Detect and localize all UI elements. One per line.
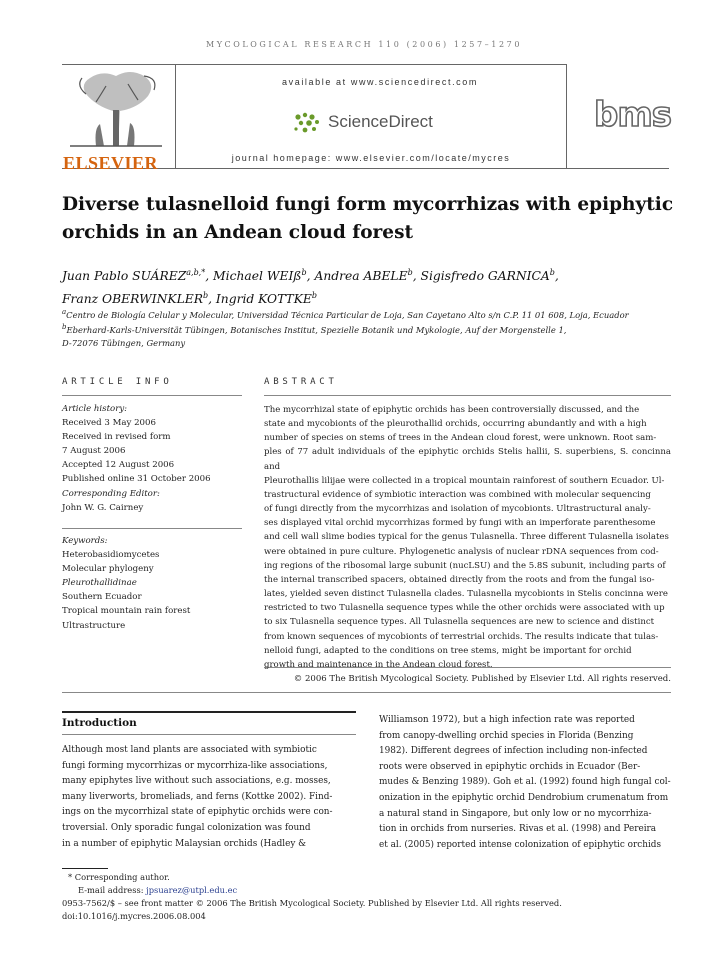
footnote-corresponding: * Corresponding author. [68, 872, 170, 882]
intro-right-column [379, 713, 671, 853]
affiliation-a [62, 308, 682, 320]
abstract-line: state and mycobionts of the pleurothallid orchids, occurring abundantly and with a high [264, 419, 647, 430]
elsevier-tree-logo [66, 66, 166, 150]
author-affiliation-mark: b [202, 291, 209, 301]
body-line: a natural stand in Singapore, but only low or no mycorrhiza- [379, 808, 652, 819]
sciencedirect-dots-icon [292, 111, 324, 135]
abstract-line: nelloid fungi, adapted to the conditions on tree stems, might be important for orchid [264, 645, 632, 656]
history-item: Received in revised form [62, 432, 171, 443]
abstract-rule [264, 395, 671, 396]
body-line: in a number of epiphytic Malaysian orchids (Hadley & [62, 838, 307, 849]
author-affiliation-mark: a,b,* [186, 268, 206, 277]
abstract-line: restricted to two Tulasnella sequence types while the other orchids were associated with up [264, 603, 665, 614]
history-item: Accepted 12 August 2006 [62, 460, 175, 471]
article-info-heading: ARTICLE INFO [62, 377, 173, 387]
sciencedirect-logo [292, 109, 472, 139]
abstract-line: ples of 77 adult individuals of the epiphytic orchids Stelis hallii, S. superbiens, S. concinna and [264, 447, 671, 472]
abstract-body [264, 403, 671, 686]
article-history [62, 402, 242, 515]
journal-citation-line: MYCOLOGICAL RESEARCH 110 (2006) 1257–1270 [205, 40, 523, 49]
availability-text: available at www.sciencedirect.com [282, 77, 478, 87]
author-name: , Ingrid KOTTKE [208, 292, 312, 307]
author-affiliation-mark: b [407, 268, 413, 277]
intro-left-column [62, 743, 356, 852]
body-line: troversial. Only sporadic fungal colonization was found [62, 822, 311, 833]
journal-homepage: journal homepage: www.elsevier.com/locate/mycres [231, 153, 511, 163]
keyword-item: Ultrastructure [62, 620, 126, 631]
body-line: onization in the epiphytic orchid Dendrobium crumenatum from [379, 792, 669, 803]
abstract-copyright: © 2006 The British Mycological Society. Published by Elsevier Ltd. All rights reserved. [293, 673, 671, 684]
history-item: 7 August 2006 [62, 446, 126, 457]
affiliation-b-cont: D-72076 Tübingen, Germany [62, 338, 186, 348]
author-separator: , [554, 269, 559, 284]
intro-heading-rule [62, 734, 356, 735]
body-line: fungi forming mycorrhizas or mycorrhiza-like associations, [62, 760, 328, 771]
affiliation-text: Eberhard-Karls-Universität Tübingen, Botanisches Institut, Spezielle Botanik und Mykologie, Auf der Morgenstelle 1, [66, 324, 567, 335]
footnote-email [78, 884, 237, 896]
keywords [62, 534, 242, 633]
body-line: et al. (2005) reported intense colonization of epiphytic orchids [379, 839, 662, 850]
editor-label: Corresponding Editor: [62, 488, 160, 499]
author-line-2 [62, 286, 682, 309]
abstract-line: to six Tulasnella sequence types. All Tulasnella sequences are new to science and distinct [264, 617, 655, 628]
header-divider-right [566, 64, 567, 168]
abstract-line: trastructural evidence of symbiotic interaction was combined with molecular sequencing [264, 489, 651, 500]
abstract-line: and cell wall slime bodies typical for the genus Tulasnella. Three different Tulasnella isolates [264, 532, 669, 543]
body-line: tion in orchids from nurseries. Rivas et al. (1998) and Pereira [379, 824, 657, 835]
bms-logo: bms [594, 95, 672, 135]
author-name: Franz OBERWINKLER [62, 292, 203, 307]
body-line: Williamson 1972), but a high infection rate was reported [379, 715, 635, 725]
author-name: Juan Pablo SUÁREZ [62, 269, 187, 284]
abstract-line: ing regions of the ribosomal large subunit (nucLSU) and the 5.8S subunit, including parts of [264, 560, 666, 571]
keywords-label: Keywords: [62, 536, 108, 546]
article-info-rule [62, 395, 242, 396]
footnote-rule [62, 868, 108, 869]
abstract-line: Pleurothallis lilijae were collected in a tropical mountain rainforest of southern Ecuador. Ul- [264, 475, 665, 486]
keyword-item: Molecular phylogeny [62, 564, 154, 575]
body-line: roots were observed in epiphytic orchids in Ecuador (Ber- [379, 761, 641, 772]
author-affiliation-mark: b [301, 268, 307, 277]
article-title: Diverse tulasnelloid fungi form mycorrhizas with epiphytic orchids in an Andean cloud forest [62, 194, 674, 243]
abstract-line: ses displayed vital orchid mycorrhizas formed by fungi with an imperforate parenthesome [264, 518, 656, 529]
abstract-heading: ABSTRACT [264, 377, 338, 387]
front-matter: 0953-7562/$ – see front matter © 2006 The British Mycological Society. Published by Elsevier Ltd. All rights reserved. [62, 898, 562, 908]
abstract-line: number of species on stems of trees in the Andean cloud forest, were unknown. Root sam- [264, 433, 657, 444]
body-line: 1982). Different degrees of infection including non-infected [379, 746, 648, 757]
section-rule [62, 692, 671, 693]
abstract-line: the internal transcribed spacers, obtained directly from the roots and from the fungal iso- [264, 574, 655, 585]
body-line: mudes & Benzing 1989). Goh et al. (1992) found high fungal col- [379, 777, 671, 788]
intro-rule [62, 711, 356, 713]
doi[interactable]: doi:10.1016/j.mycres.2006.08.004 [62, 911, 206, 921]
affiliation-mark: b [62, 323, 67, 331]
abstract-line: were obtained in pure culture. Phylogenetic analysis of nuclear rDNA sequences from cod- [264, 546, 659, 557]
introduction-heading: Introduction [62, 717, 137, 729]
history-item: Published online 31 October 2006 [62, 474, 211, 485]
abstract-line: The mycorrhizal state of epiphytic orchids has been controversially discussed, and the [264, 405, 640, 415]
body-line: many liverworts, bromeliads, and ferns (Kottke 2002). Find- [62, 791, 333, 802]
author-affiliation-mark: b [311, 291, 318, 301]
editor-name: John W. G. Cairney [62, 502, 144, 513]
body-line: ings on the mycorrhizal state of epiphytic orchids were con- [62, 807, 333, 818]
abstract-line: lates, yielded seven distinct Tulasnella clades. Tulasnella mycobionts in Stelis concinna were [264, 589, 668, 600]
keyword-item: Pleurothallidinae [62, 578, 137, 589]
keywords-rule [62, 528, 242, 529]
history-item: Received 3 May 2006 [62, 418, 156, 429]
abstract-line: of fungi directly from the mycorrhizas and isolation of mycobionts. Ultrastructural analy- [264, 504, 651, 515]
body-line: Although most land plants are associated with symbiotic [62, 745, 317, 755]
email-link[interactable]: jpsuarez@utpl.edu.ec [146, 885, 238, 895]
author-affiliation-mark: b [549, 268, 555, 277]
author-line-1 [62, 263, 682, 286]
sciencedirect-wordmark: ScienceDirect [328, 112, 433, 131]
email-label: E-mail address: [78, 885, 147, 895]
affiliation-mark: a [62, 308, 67, 316]
affiliation-b [62, 323, 682, 335]
keyword-item: Southern Ecuador [62, 592, 142, 603]
abstract-line: from known sequences of mycobionts of terrestrial orchids. The results indicate that tulas- [264, 631, 659, 642]
author-name: , Sigisfredo GARNICA [412, 269, 550, 284]
keyword-item: Tropical mountain rain forest [62, 606, 191, 617]
elsevier-wordmark: ELSEVIER [63, 153, 159, 173]
affiliation-text: Centro de Biología Celular y Molecular, Universidad Técnica Particular de Loja, San Cayetano Alto s/n C.P. 11 01 608, Loja, Ecuador [66, 309, 629, 320]
history-label: Article history: [62, 404, 128, 414]
author-name: , Michael WEIß [205, 269, 302, 284]
keyword-item: Heterobasidiomycetes [62, 550, 160, 561]
author-list [62, 263, 682, 309]
header-rule [62, 64, 566, 65]
body-line: from canopy-dwelling orchid species in Florida (Benzing [379, 730, 634, 741]
body-line: many epiphytes live without such associations, e.g. mosses, [62, 776, 331, 787]
author-name: , Andrea ABELE [306, 269, 408, 284]
abstract-line: growth and maintenance in the Andean cloud forest. [264, 659, 493, 670]
